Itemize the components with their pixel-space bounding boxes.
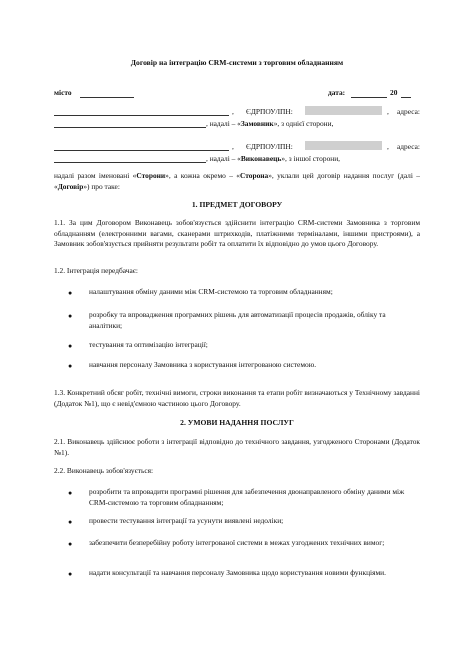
section-2-paragraph-2: 2.2. Виконавець зобов'язується: xyxy=(54,466,154,475)
section-2-bullet-3: забезпечити безперебійну роботу інтегрованої системи в межах узгоджених технічних вимог; xyxy=(89,538,385,547)
bullet-icon: ● xyxy=(68,342,73,350)
section-2-paragraph-1: 2.1. Виконавець здійснює роботи з інтеграції відповідно до технічного завдання, узгодженого Сторонами (Додаток №1). xyxy=(54,437,420,457)
party1-address-label: адреса: xyxy=(397,107,420,116)
year-prefix: 20 xyxy=(390,88,398,97)
bullet-icon: ● xyxy=(68,540,73,548)
bullet-icon: ● xyxy=(68,289,73,297)
section-2-bullet-1: розробити та впровадити програмні рішення для забезпечення двонаправленого обміну даними між CRM-системою та торговим обладнанням; xyxy=(89,487,405,507)
party1-name-field[interactable] xyxy=(54,115,229,116)
section-2-bullet-4: надати консультації та навчання персоналу Замовника щодо користування новими функціями. xyxy=(89,568,386,577)
year-field[interactable] xyxy=(401,97,411,98)
party2-address-field[interactable] xyxy=(54,162,206,163)
section-2-bullet-2: провести тестування інтеграції та усунути виявлені недоліки; xyxy=(89,516,284,525)
bullet-icon: ● xyxy=(68,362,73,370)
document-title: Договір на інтеграцію CRM-системи з торговим обладнанням xyxy=(130,58,344,67)
party1-edrpou-label: ЄДРПОУ/ІПН: xyxy=(246,107,293,116)
date-label: дата: xyxy=(328,88,346,97)
party1-address-field[interactable] xyxy=(54,127,206,128)
bullet-icon: ● xyxy=(68,489,73,497)
party2-edrpou-label: ЄДРПОУ/ІПН: xyxy=(246,142,293,151)
section-1-paragraph-2: 1.2. Інтеграція передбачає: xyxy=(54,266,138,275)
section-2-heading: 2. УМОВИ НАДАННЯ ПОСЛУГ xyxy=(180,418,294,427)
bullet-icon: ● xyxy=(68,518,73,526)
section-1-heading: 1. ПРЕДМЕТ ДОГОВОРУ xyxy=(191,200,283,209)
bullet-icon: ● xyxy=(68,312,73,320)
city-label: місто xyxy=(54,88,72,97)
section-1-paragraph-3: 1.3. Конкретний обсяг робіт, технічні вимоги, строки виконання та етапи робіт визначаються у Технічному завданні (Додаток №1), що є невід'ємною частиною цього Договору. xyxy=(54,388,420,408)
party2-name-field[interactable] xyxy=(54,150,229,151)
section-1-bullet-1: налаштування обміну даними між CRM-системою та торговим обладнанням; xyxy=(89,287,333,296)
party1-edrpou-field[interactable] xyxy=(305,106,382,115)
party2-role: , надалі – «Виконавець», з іншої сторони, xyxy=(206,154,341,163)
bullet-icon: ● xyxy=(68,570,73,578)
section-1-bullet-2: розробку та впровадження програмних рішень для автоматизації процесів продажів, обліку та аналітики; xyxy=(89,310,386,330)
party1-role: , надалі – «Замовник», з однієї сторони, xyxy=(206,119,334,128)
section-1-bullet-3: тестування та оптимізацію інтеграції; xyxy=(89,340,208,349)
date-field[interactable] xyxy=(351,97,387,98)
party2-edrpou-field[interactable] xyxy=(305,141,382,150)
section-1-bullet-4: навчання персоналу Замовника з користування інтегрованою системою. xyxy=(89,360,317,369)
party2-address-label: адреса: xyxy=(397,142,420,151)
preamble: надалі разом іменовані «Сторони», а кожна окремо – «Сторона», уклали цей договір надання послуг (далі – «Договір») про таке: xyxy=(54,171,420,191)
city-field[interactable] xyxy=(80,97,134,98)
section-1-paragraph-1: 1.1. За цим Договором Виконавець зобов'язується здійснити інтеграцію CRM-системи Замовника з торговим обладнанням (електронними вагами, сканерами штрихкодів, платіжними терміналами, іншими пристроями), а Замовник зобов'язується прийняти результати робіт та оплатити їх відповідно до умов цього Договору. xyxy=(54,218,420,249)
document-page: Договір на інтеграцію CRM-системи з торговим обладнанням місто дата: 20 , ЄДРПОУ/ІПН: , адреса: , надалі – «Замовник», з однієї сторони, , ЄДРПОУ/ІПН: , адреса: , надалі – «Виконавець», з іншої сторони, надалі разом іменовані «Сторони», а кожна окремо – «Сторона», уклали цей договір надання послуг (далі – «Договір») про таке: 1. ПРЕДМЕТ ДОГОВОРУ 1.1. За цим Договором Виконавець зобов'язується здійснити інтеграцію CRM-системи Замовника з торговим обладнанням (електронними вагами, сканерами штрихкодів, платіжними терміналами, іншими пристроями), а Замовник зобов'язується прийняти результати робіт та оплатити їх відповідно до умов цього Договору. 1.2. Інтеграція передбачає: ● налаштування обміну даними між CRM-системою та торговим обладнанням; ● розробку та впровадження програмних рішень для автоматизації процесів продажів, обліку та аналітики; ● тестування та оптимізацію інтеграції; ● навчання персоналу Замовника з користування інтегрованою системою. 1.3. Конкретний обсяг робіт, технічні вимоги, строки виконання та етапи робіт визначаються у Технічному завданні (Додаток №1), що є невід'ємною частиною цього Договору. 2. УМОВИ НАДАННЯ ПОСЛУГ 2.1. Виконавець здійснює роботи з інтеграції відповідно до технічного завдання, узгодженого Сторонами (Додаток №1). 2.2. Виконавець зобов'язується: ● розробити та впровадити програмні рішення для забезпечення двонаправленого обміну даними між CRM-системою та торговим обладнанням; ● провести тестування інтеграції та усунути виявлені недоліки; ● забезпечити безперебійну роботу інтегрованої системи в межах узгоджених технічних вимог; ● надати консультації та навчання персоналу Замовника щодо користування новими функціями. xyxy=(0,0,474,670)
